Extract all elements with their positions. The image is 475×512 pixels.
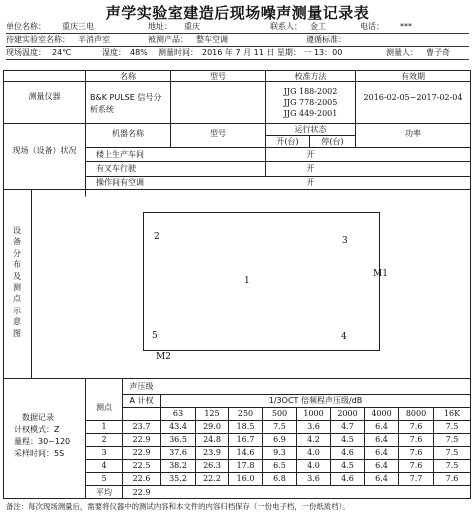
band-level-cell: 4.5 <box>341 435 354 444</box>
band-level-cell: 7.7 <box>409 474 423 483</box>
band-level-cell: 6.4 <box>375 461 388 470</box>
measure-point-3: 3 <box>342 236 348 246</box>
temperature-label: 现场温度： <box>6 48 46 57</box>
instrument-name-header: 名称 <box>120 72 136 81</box>
band-level-cell: 29.0 <box>203 422 221 431</box>
machine-name-header: 机器名称 <box>112 129 144 138</box>
power-header: 功率 <box>405 129 421 138</box>
band-level-cell: 16.0 <box>236 474 255 483</box>
calibration-standard-3: JJG 449-2001 <box>283 109 338 118</box>
average-label: 平均 <box>96 488 112 497</box>
standard-label: 遵循标准： <box>306 35 346 44</box>
band-level-cell: 4.6 <box>341 448 354 457</box>
band-level-cell: 7.5 <box>445 461 459 470</box>
band-level-cell: 43.4 <box>169 422 187 431</box>
weighting-mode: 计权模式：Z <box>14 425 60 434</box>
band-level-cell: 6.4 <box>375 435 388 444</box>
validity-value: 2016-02-05~2017-02-04 <box>363 93 463 102</box>
equipment-section-label: 现场（设备）状况 <box>12 146 77 155</box>
a-weighted-cell: 22.6 <box>132 474 151 483</box>
frequency-header: 250 <box>237 409 254 418</box>
equipment-row-2-name: 有叉车行驶 <box>96 164 136 173</box>
band-level-cell: 26.3 <box>203 461 221 470</box>
equipment-row-3-status: 开 <box>306 178 315 187</box>
band-level-cell: 9.3 <box>273 448 286 457</box>
frequency-header: 4000 <box>371 409 392 418</box>
contact-value: 金工 <box>310 22 326 31</box>
band-level-cell: 35.2 <box>169 474 187 483</box>
contact-label: 联系人： <box>270 22 302 31</box>
calibration-method-header: 校准方法 <box>294 72 327 81</box>
data-record-label: 数据记录 <box>22 413 54 422</box>
band-level-cell: 36.5 <box>169 435 187 444</box>
band-level-cell: 6.8 <box>273 474 286 483</box>
equipment-row-1-status: 开 <box>306 150 315 159</box>
band-level-cell: 7.5 <box>273 422 286 431</box>
band-level-cell: 7.6 <box>409 448 423 457</box>
spl-header: 声压级 <box>129 382 154 391</box>
frequency-header: 16K <box>443 409 461 418</box>
a-weight-header: A 计权 <box>129 396 154 405</box>
running-on-header: 开(台) <box>276 137 299 146</box>
running-status-header: 运行状态 <box>294 125 327 134</box>
calibration-standard-2: JJG 778-2005 <box>283 98 338 107</box>
sampling-time: 采样时间：5S <box>14 449 65 458</box>
diagram-section-label: 设备分布及测点示意图 <box>13 226 21 338</box>
band-level-cell: 7.6 <box>409 461 423 470</box>
band-level-cell: 4.2 <box>307 435 320 444</box>
instrument-section-label: 测量仪器 <box>28 92 61 101</box>
machine-model-header: 型号 <box>210 129 226 138</box>
address-value: 重庆 <box>184 22 200 31</box>
measurement-range: 量程：30~120 <box>14 437 71 446</box>
band-level-cell: 6.9 <box>273 435 286 444</box>
average-value: 22.9 <box>132 488 151 497</box>
microphone-m2: M2 <box>156 352 171 362</box>
point-id-cell: 2 <box>101 435 107 444</box>
point-id-cell: 1 <box>101 422 107 431</box>
lab-name-value: 半消声室 <box>78 35 110 44</box>
band-level-cell: 23.9 <box>203 448 221 457</box>
equipment-row-3-name: 操作间有空调 <box>96 178 144 187</box>
equipment-row-2-status: 开 <box>306 164 315 173</box>
band-level-cell: 6.4 <box>375 422 388 431</box>
measure-point-4: 4 <box>341 332 347 342</box>
band-level-cell: 4.0 <box>307 461 320 470</box>
band-level-cell: 4.5 <box>341 461 354 470</box>
equipment-row-1-name: 楼上生产车间 <box>96 150 144 159</box>
frequency-header: 63 <box>172 409 184 418</box>
band-level-cell: 3.6 <box>307 422 320 431</box>
validity-header: 有效期 <box>401 72 425 81</box>
band-level-cell: 18.5 <box>236 422 255 431</box>
band-level-cell: 17.8 <box>236 461 255 470</box>
microphone-m1: M1 <box>373 269 388 279</box>
humidity-value: 48% <box>130 48 148 57</box>
frequency-header: 125 <box>204 409 220 418</box>
band-level-cell: 6.5 <box>273 461 286 470</box>
footnote: 备注：每次现场测量后，需要将仪器中的测试内容和本文件的内容归档保存（一份电子档，一份纸质档）。 <box>6 502 350 511</box>
band-level-cell: 7.6 <box>409 422 423 431</box>
frequency-header: 2000 <box>337 409 358 418</box>
band-level-cell: 6.4 <box>375 474 388 483</box>
point-id-cell: 3 <box>101 448 107 457</box>
measure-point-1: 1 <box>244 276 250 286</box>
band-level-cell: 7.5 <box>445 448 459 457</box>
unit-name-label: 单位名称： <box>6 22 46 31</box>
a-weighted-cell: 22.5 <box>132 461 151 470</box>
point-id-cell: 4 <box>101 461 107 470</box>
a-weighted-cell: 22.9 <box>132 448 151 457</box>
band-level-cell: 3.6 <box>307 474 320 483</box>
band-level-cell: 14.6 <box>236 448 255 457</box>
point-id-cell: 5 <box>101 474 107 483</box>
humidity-label: 湿度： <box>102 48 126 57</box>
a-weighted-cell: 23.7 <box>132 422 151 431</box>
measurer-label: 测量人： <box>386 48 418 57</box>
product-label: 被测产品： <box>148 35 188 44</box>
band-level-cell: 7.5 <box>445 435 459 444</box>
measurer-value: 曹子奇 <box>426 48 450 57</box>
unit-name-value: 重庆三电 <box>62 22 94 31</box>
running-off-header: 停(台) <box>321 137 344 146</box>
frequency-header: 8000 <box>405 409 427 418</box>
frequency-header: 1000 <box>303 409 324 418</box>
temperature-value: 24℃ <box>52 48 72 57</box>
band-level-cell: 4.7 <box>341 422 354 431</box>
band-level-cell: 22.2 <box>203 474 221 483</box>
band-level-cell: 6.4 <box>375 448 388 457</box>
band-level-cell: 4.6 <box>341 474 354 483</box>
product-value: 整车空调 <box>196 35 228 44</box>
a-weighted-cell: 22.9 <box>132 435 151 444</box>
band-level-cell: 24.8 <box>203 435 221 444</box>
frequency-header: 500 <box>271 409 288 418</box>
band-level-cell: 37.6 <box>169 448 187 457</box>
band-level-cell: 7.6 <box>409 435 423 444</box>
band-level-cell: 7.5 <box>445 422 459 431</box>
phone-value: *** <box>400 22 412 31</box>
calibration-standard-1: JJG 188-2002 <box>283 87 338 96</box>
octave-header: 1/3OCT 倍频程声压级/dB <box>268 396 363 405</box>
band-level-cell: 7.6 <box>445 474 459 483</box>
point-header: 测点 <box>96 403 112 412</box>
lab-name-label: 待建实验室名称： <box>6 35 70 44</box>
measure-point-2: 2 <box>154 232 160 242</box>
measure-point-5: 5 <box>152 331 158 341</box>
measure-time-value: 2016 年 7 月 11 日 星期： 一 13：00 <box>202 48 343 57</box>
band-level-cell: 38.2 <box>169 461 187 470</box>
instrument-name: B&K PULSE 信号分析系统 <box>90 93 162 114</box>
address-label: 地址： <box>148 22 172 31</box>
instrument-model-header: 型号 <box>210 72 226 81</box>
measure-time-label: 测量时间： <box>158 48 198 57</box>
band-level-cell: 16.7 <box>236 435 255 444</box>
band-level-cell: 4.0 <box>307 448 320 457</box>
page-title: 声学实验室建造后现场噪声测量记录表 <box>105 4 370 22</box>
phone-label: 电话： <box>360 22 384 31</box>
